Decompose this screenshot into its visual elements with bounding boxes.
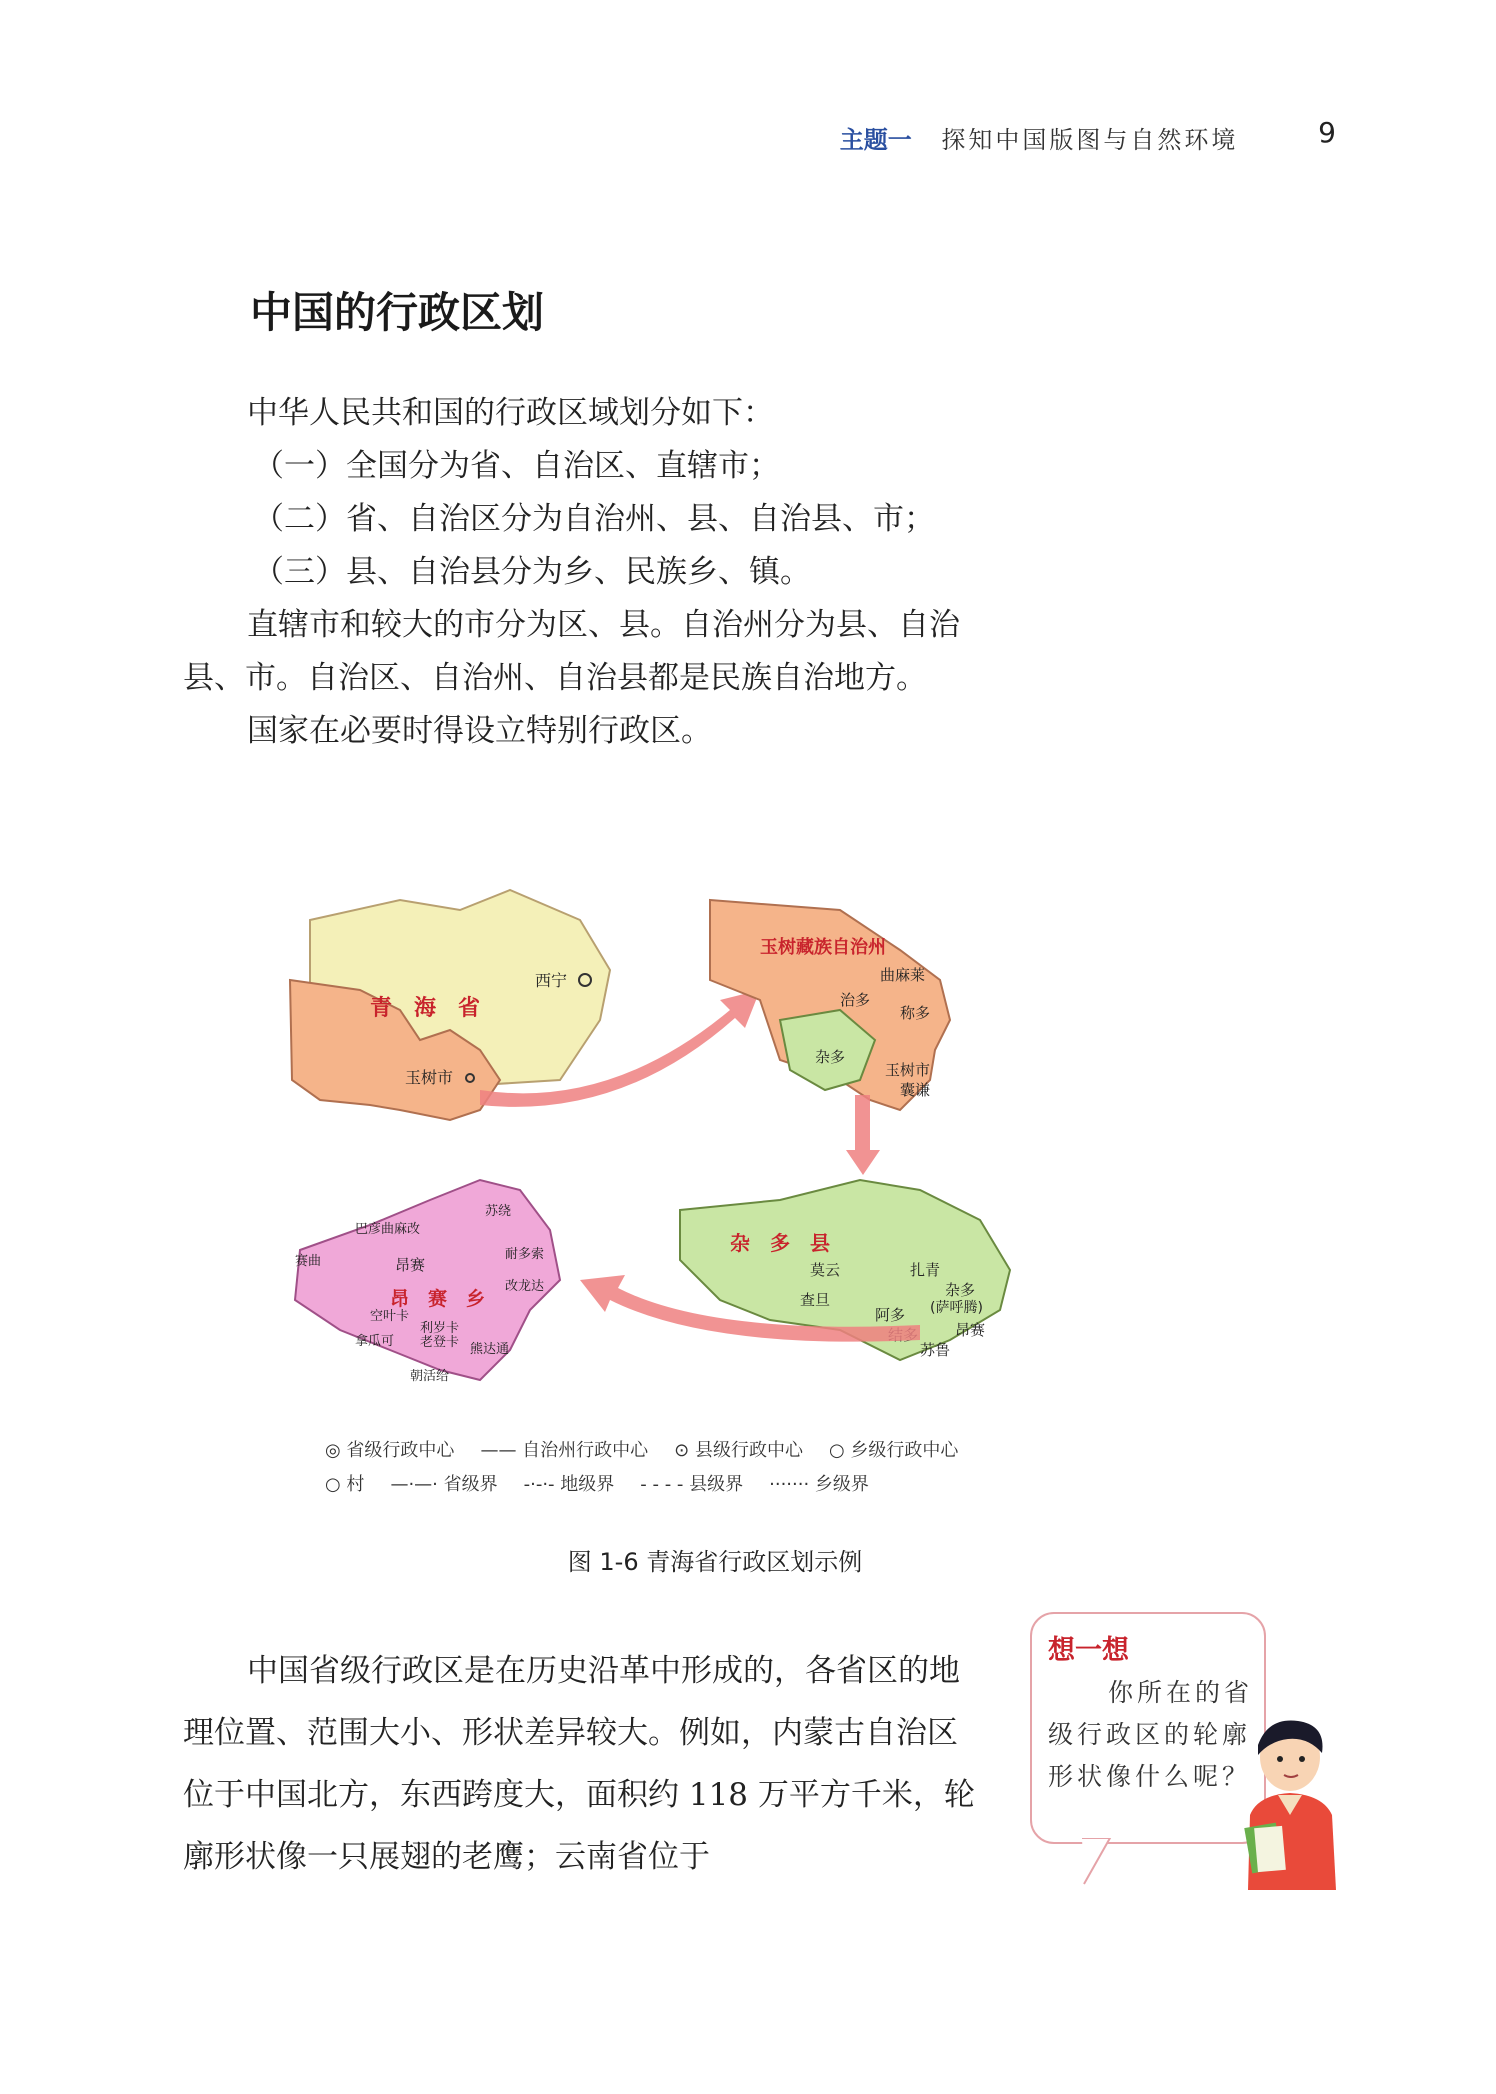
legend-item: ······· 乡级界	[769, 1474, 869, 1495]
map3-place: 苏鲁	[920, 1341, 951, 1359]
map4-place: 昂赛	[395, 1256, 426, 1274]
map2-place-zhiduo: 治多	[840, 991, 871, 1009]
map1-province-label: 青 海 省	[370, 996, 481, 1021]
legend-item: ○ 村	[325, 1474, 365, 1495]
map3-place: 昂赛	[955, 1321, 986, 1339]
map3-place: 阿多	[875, 1306, 906, 1324]
student-illustration	[1228, 1715, 1358, 1890]
legend-item: -·-·- 地级界	[523, 1474, 615, 1495]
map-legend	[325, 1432, 958, 1500]
map3-place: (萨呼腾)	[930, 1300, 983, 1316]
map4-place: 苏绕	[485, 1204, 512, 1219]
map3-place: 查旦	[800, 1291, 831, 1309]
map4-place: 熊达通	[470, 1342, 510, 1357]
running-header	[840, 120, 1336, 155]
qinghai-division-figure	[280, 880, 1100, 1420]
map2-place-chenduo: 称多	[900, 1004, 931, 1022]
map4-place: 朝活给	[410, 1369, 450, 1384]
legend-item: ◎ 省级行政中心	[325, 1440, 455, 1461]
map4-place: 空叶卡	[370, 1309, 410, 1324]
legend-item: ⊙ 县级行政中心	[674, 1440, 803, 1461]
map4-place: 拿瓜可	[355, 1334, 395, 1349]
map4-place: 巴彦曲麻改	[355, 1222, 421, 1237]
paragraph-provinces: 中国省级行政区是在历史沿革中形成的，各省区的地理位置、范围大小、形状差异较大。例如，内蒙古自治区位于中国北方，东西跨度大，面积约 118 万平方千米，轮廓形状像一只展翅的老鹰；云南省位于	[183, 1653, 975, 1875]
lower-text	[183, 1640, 983, 1888]
map4-place: 老登卡	[420, 1335, 460, 1350]
list-item-1: （一）全国分为省、自治区、直辖市；	[253, 448, 780, 484]
legend-item: - - - - 县级界	[640, 1474, 744, 1495]
map4-place: 改龙达	[505, 1279, 545, 1294]
header-subtitle: 探知中国版图与自然环境	[941, 126, 1239, 154]
map2-place-qumalai: 曲麻莱	[880, 966, 926, 984]
page-number: 9	[1318, 116, 1336, 149]
think-box-text: 你所在的省级行政区的轮廓形状像什么呢？	[1048, 1678, 1254, 1791]
legend-item: ○ 乡级行政中心	[828, 1440, 959, 1461]
paragraph-cities: 直辖市和较大的市分为区、县。自治州分为县、自治县、市。自治区、自治州、自治县都是民族自治地方。	[183, 607, 960, 696]
map-angsai-township	[295, 1180, 560, 1384]
legend-item: —— 自治州行政中心	[480, 1440, 649, 1461]
map3-place: 莫云	[810, 1261, 841, 1279]
map4-place: 利岁卡	[420, 1321, 460, 1336]
paragraph-sar: 国家在必要时得设立特别行政区。	[247, 713, 712, 749]
legend-item: —·—· 省级界	[390, 1474, 498, 1495]
map2-place-zaduo: 杂多	[815, 1048, 846, 1066]
section-title: 中国的行政区划	[250, 288, 545, 337]
intro-text	[183, 387, 983, 758]
map3-county-label: 杂 多 县	[730, 1231, 830, 1255]
list-item-3: （三）县、自治县分为乡、民族乡、镇。	[253, 554, 811, 590]
map2-place-nangqian: 囊谦	[900, 1081, 931, 1099]
speech-bubble-tail	[1080, 1838, 1120, 1888]
legend-row-1	[325, 1432, 958, 1466]
figure-caption: 图 1-6 青海省行政区划示例	[567, 1548, 863, 1576]
think-box-title: 想一想	[1048, 1635, 1129, 1666]
map1-city-label: 玉树市	[405, 1068, 454, 1087]
arrow-prefecture-to-county	[846, 1095, 880, 1175]
map4-place: 赛曲	[295, 1254, 322, 1269]
map3-place: 扎青	[910, 1261, 941, 1279]
legend-row-2	[325, 1466, 958, 1500]
map-qinghai-province	[290, 890, 610, 1120]
header-theme: 主题一	[839, 126, 912, 154]
map1-capital-label: 西宁	[535, 971, 568, 990]
map4-place: 耐多索	[505, 1247, 545, 1262]
map2-place-yushu: 玉树市	[885, 1061, 931, 1079]
list-item-2: （二）省、自治区分为自治州、县、自治县、市；	[253, 501, 935, 537]
intro-paragraph: 中华人民共和国的行政区域划分如下：	[247, 395, 774, 431]
map3-place: 杂多	[945, 1281, 976, 1299]
map4-township-label: 昂 赛 乡	[390, 1288, 486, 1310]
map2-prefecture-label: 玉树藏族自治州	[760, 937, 886, 958]
